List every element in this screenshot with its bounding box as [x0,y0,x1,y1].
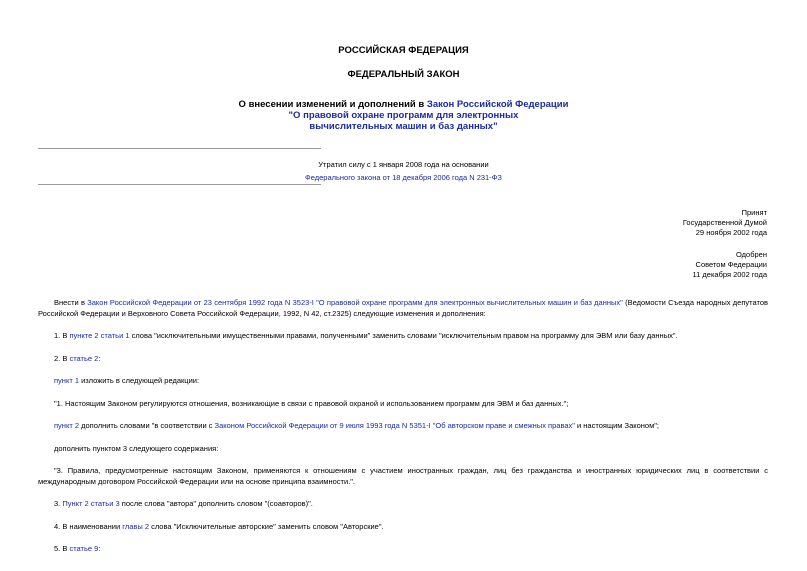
paragraph-item-3 [38,499,768,510]
paragraph-text: слова "исключительными имущественными правами, полученными" заменить словами "исключительным правом на программу для ЭВМ или базу данных". [129,331,678,340]
paragraph-text: после слова "автора" дополнить словом "(соавторов)". [119,499,313,508]
accepted-line: Принят [741,208,767,217]
paragraph-intro [38,298,768,319]
paragraph-quote-3: "3. Правила, предусмотренные настоящим Законом, применяются к отношениям с участием иностранных граждан, лиц без гражданства и иностранных юридических лиц в соответствии с международным договором Российской Федерации или на основе принципа взаимности.". [38,466,768,486]
accepted-by: Государственной Думой [682,218,767,227]
chapter-2-link[interactable]: главы 2 [122,521,149,531]
copyright-law-link[interactable]: Законом Российской Федерации от 9 июля 1993 года N 5351-I "Об авторском праве и смежных правах" [214,421,575,430]
repeal-notice-text: Утратил силу с 1 января 2008 года на основании [318,160,489,169]
paragraph-text: изложить в следующей редакции: [79,376,200,385]
approved-block [693,250,767,280]
accepted-block [683,208,767,238]
paragraph-text: (Ведомости Съезда народных депутатов Российской Федерации и Верховного Совета Российской Федерации, 1992, N 42, ст.2325) следующие изменения и дополнения: [38,298,769,318]
divider-bottom [38,184,321,185]
paragraph-item-5 [38,544,768,555]
paragraph-item-1 [38,331,768,342]
law-title-line3[interactable]: вычислительных машин и баз данных" [309,121,498,132]
paragraph-text: дополнить словами "в соответствии с [79,421,215,430]
paragraph-text: : [98,544,101,553]
law-title [0,99,807,132]
approved-date: 11 декабря 2002 года [692,270,767,279]
paragraph-text: : [98,353,101,363]
repeal-law-link[interactable]: Федерального закона от 18 декабря 2006 года N 231-ФЗ [305,173,502,182]
law-title-line2[interactable]: "О правовой охране программ для электронных [288,110,519,121]
approved-by: Советом Федерации [695,260,767,269]
paragraph-item-2 [38,354,768,365]
paragraph-text: 1. В [54,331,70,340]
paragraph-quote-1: "1. Настоящим Законом регулируются отношения, возникающие в связи с правовой охраной и использованием программ для ЭВМ и баз данных."; [54,398,569,408]
paragraph-text: 3. [54,499,63,508]
paragraph-text: 4. В наименовании [54,521,123,531]
paragraph-text: Внести в [54,298,88,307]
heading-law-type: ФЕДЕРАЛЬНЫЙ ЗАКОН [347,69,460,80]
paragraph-text: 5. В [54,544,70,553]
law-1992-link[interactable]: Закон Российской Федерации от 23 сентября 1992 года N 3523-I "О правовой охране программ для электронных вычислительных машин и баз данных" [87,298,623,307]
paragraph-text: слова "Исключительные авторские" заменить словом "Авторские". [149,521,384,531]
paragraph-add-point-3: дополнить пунктом 3 следующего содержания: [54,443,219,453]
point-2-link[interactable]: пункт 2 [54,421,80,430]
law-title-prefix: О внесении изменений и дополнений в [238,99,427,110]
paragraph-text: 2. В [54,353,70,363]
approved-line: Одобрен [736,250,767,259]
paragraph-item-2-point-1 [38,376,768,387]
article-2-link[interactable]: статье 2 [69,353,99,363]
paragraph-item-4 [38,522,768,533]
repeal-notice [0,158,807,184]
law-body [38,298,768,555]
point-1-link[interactable]: пункт 1 [54,376,80,385]
divider-top [38,148,321,149]
heading-federation: РОССИЙСКАЯ ФЕДЕРАЦИЯ [338,45,469,56]
paragraph-item-2-point-2 [38,421,768,432]
article-9-link[interactable]: статье 9 [69,544,99,553]
article-3-link[interactable]: Пункт 2 статьи 3 [62,499,120,508]
accepted-date: 29 ноября 2002 года [695,228,767,237]
article-1-link[interactable]: пункте 2 статьи 1 [69,331,130,340]
paragraph-text: и настоящим Законом"; [574,421,659,430]
law-title-link[interactable]: Закон Российской Федерации [426,99,569,110]
